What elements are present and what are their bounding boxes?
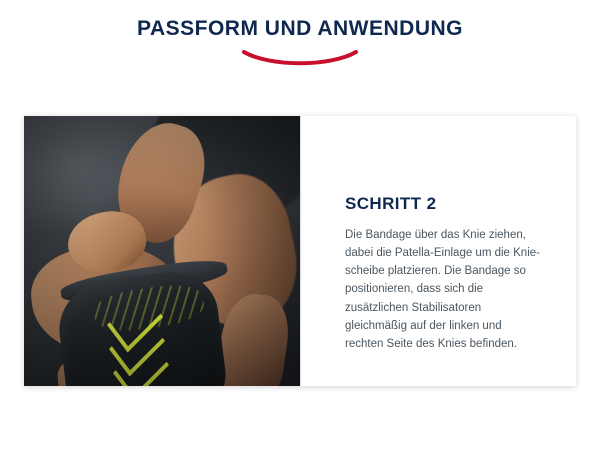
step-text-column (301, 116, 576, 386)
step-card (24, 116, 576, 386)
header (0, 16, 600, 72)
step-description: Die Bandage über das Knie ziehen, dabei die Patella-Einlage um die Kniescheibe platzieren. Die Bandage so positionieren, dass sich die zusätzlichen Stabilisatoren gleichmäßig auf der linken und rechten Seite des Knies befinden. (345, 229, 540, 350)
knee-brace-photo (24, 116, 300, 386)
step-title: SCHRITT 2 (345, 194, 437, 213)
curved-underline-icon (240, 49, 360, 67)
page-title: PASSFORM UND ANWENDUNG (137, 17, 463, 40)
photo-vignette (24, 116, 300, 386)
